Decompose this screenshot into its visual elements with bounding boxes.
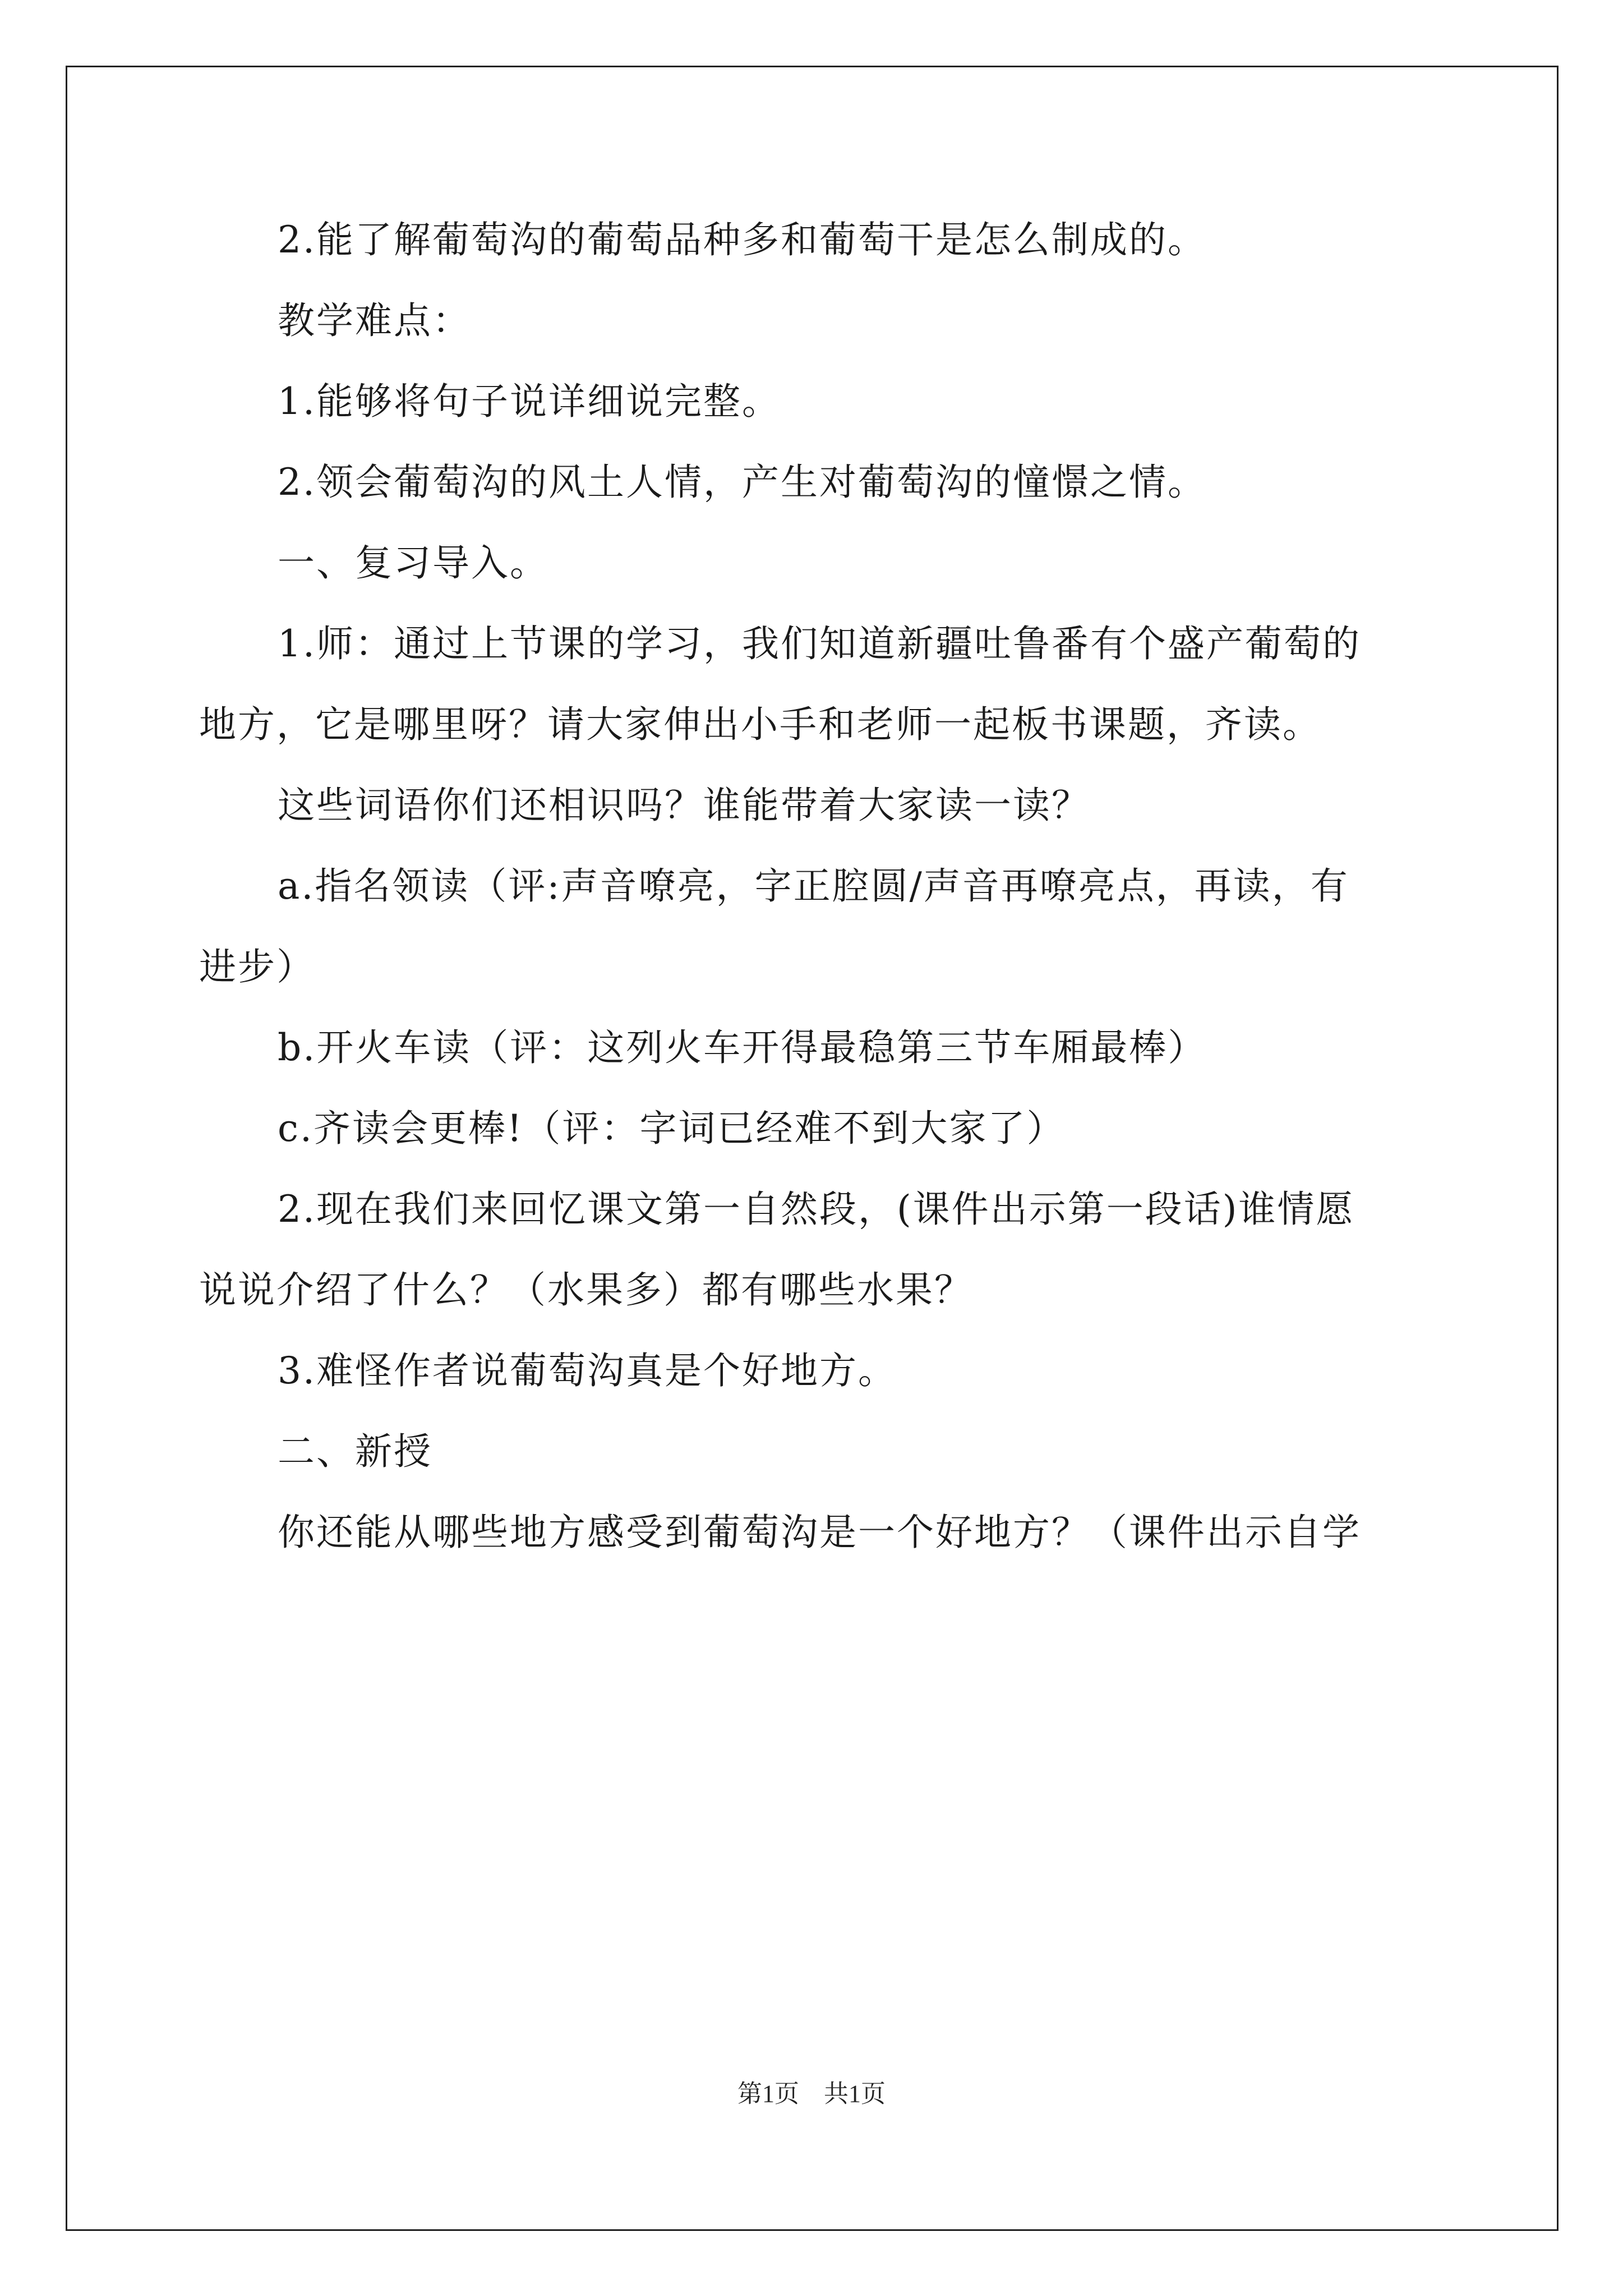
paragraph-line: a.指名领读（评:声音嘹亮，字正腔圆/声音再嘹亮点，再读，有 [278, 864, 1349, 908]
paragraph-line: 3.难怪作者说葡萄沟真是个好地方。 [278, 1349, 897, 1392]
paragraph-line: c.齐读会更棒!（评：字词已经难不到大家了） [278, 1107, 1066, 1150]
paragraph-line: 1.能够将句子说详细说完整。 [278, 380, 781, 423]
paragraph-line: 2.能了解葡萄沟的葡萄品种多和葡萄干是怎么制成的。 [278, 218, 1206, 261]
paragraph-line: 你还能从哪些地方感受到葡萄沟是一个好地方？（课件出示自学 [278, 1511, 1361, 1554]
paragraph-line: 2.现在我们来回忆课文第一自然段，(课件出示第一段话)谁情愿 [278, 1188, 1355, 1231]
paragraph-line: 这些词语你们还相识吗？谁能带着大家读一读？ [278, 784, 1090, 827]
paragraph-line: 一、复习导入。 [278, 541, 548, 585]
paragraph-line: 二、新授 [278, 1430, 432, 1473]
paragraph-line: 教学难点： [278, 299, 471, 342]
paragraph-line: 1.师：通过上节课的学习，我们知道新疆吐鲁番有个盛产葡萄的 [278, 622, 1361, 665]
paragraph-line: 2.领会葡萄沟的风土人情，产生对葡萄沟的憧憬之情。 [278, 461, 1206, 504]
paragraph-line: 说说介绍了什么？（水果多）都有哪些水果？ [199, 1268, 973, 1312]
paragraph-line: 进步） [199, 945, 315, 988]
paragraph-line: b.开火车读（评：这列火车开得最稳第三节车厢最棒） [278, 1026, 1207, 1069]
paragraph-line: 地方，它是哪里呀？请大家伸出小手和老师一起板书课题，齐读。 [199, 703, 1321, 746]
page-number-footer: 第1页 共1页 [737, 2080, 886, 2108]
